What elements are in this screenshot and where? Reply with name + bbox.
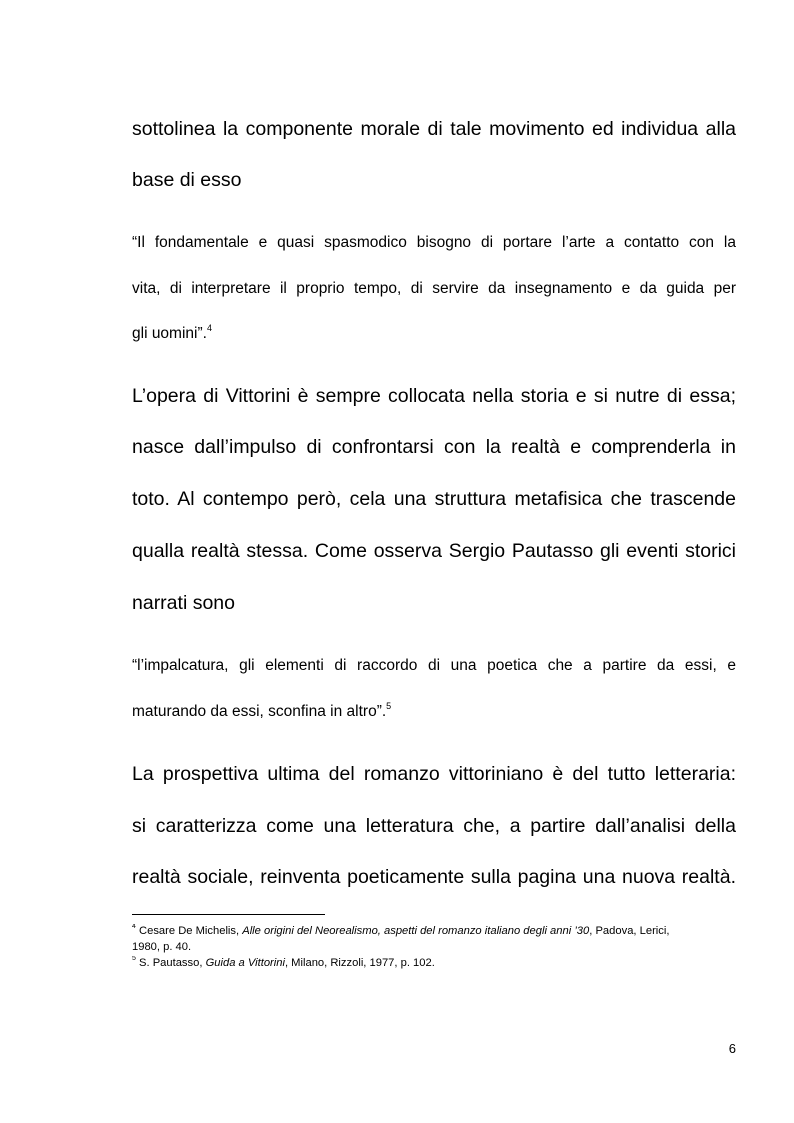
quote-text-line: “Il fondamentale e quasi spasmodico bisogno di portare l’arte a contatto con la bbox=[132, 234, 736, 251]
body-text-line: toto. Al contempo però, cela una struttura metafisica che trascende bbox=[132, 488, 736, 510]
body-text-line: narrati sono bbox=[132, 592, 235, 614]
body-text-line: si caratterizza come una letteratura che, a partire dall’analisi della bbox=[132, 815, 736, 837]
footnote-author: Cesare De Michelis, bbox=[139, 925, 240, 937]
footnote-title: Guida a Vittorini bbox=[205, 957, 285, 969]
quote-text-line: “l’impalcatura, gli elementi di raccordo di una poetica che a partire da essi, e bbox=[132, 657, 736, 674]
body-text-line: qualla realtà stessa. Come osserva Sergio Pautasso gli eventi storici bbox=[132, 540, 736, 562]
footnote-4 bbox=[132, 924, 736, 938]
body-text-line: L’opera di Vittorini è sempre collocata nella storia e si nutre di essa; bbox=[132, 385, 736, 407]
page-number: 6 bbox=[728, 1041, 736, 1056]
quote-text-line bbox=[132, 324, 736, 344]
quote-text-line: vita, di interpretare il proprio tempo, di servire da insegnamento e da guida per bbox=[132, 280, 736, 297]
quote-text: gli uomini”. bbox=[132, 325, 207, 342]
footnote-reference: 5 bbox=[386, 702, 392, 711]
footnote-number: 4 bbox=[132, 924, 136, 931]
body-text-line: realtà sociale, reinventa poeticamente sulla pagina una nuova realtà. bbox=[132, 866, 736, 888]
body-text-line: sottolinea la componente morale di tale movimento ed individua alla bbox=[132, 118, 736, 140]
footnote-separator bbox=[132, 914, 325, 915]
footnote-author: S. Pautasso, bbox=[139, 957, 203, 969]
body-text-line: nasce dall’impulso di confrontarsi con la realtà e comprenderla in bbox=[132, 436, 736, 458]
footnote-details: , Padova, Lerici, bbox=[589, 925, 670, 937]
quote-text: maturando da essi, sconfina in altro”. bbox=[132, 703, 387, 720]
footnote-details: , Milano, Rizzoli, 1977, p. 102. bbox=[284, 957, 435, 969]
footnote-4-continuation: 1980, p. 40. bbox=[132, 941, 192, 953]
quote-text-line bbox=[132, 702, 736, 722]
body-text-line: La prospettiva ultima del romanzo vittoriniano è del tutto letteraria: bbox=[132, 763, 736, 785]
footnote-reference: 4 bbox=[206, 324, 212, 333]
footnote-number: 5 bbox=[132, 956, 136, 963]
footnote-title: Alle origini del Neorealismo, aspetti del romanzo italiano degli anni ’30 bbox=[242, 925, 590, 937]
body-text-line: base di esso bbox=[132, 169, 242, 191]
footnote-5 bbox=[132, 956, 736, 970]
